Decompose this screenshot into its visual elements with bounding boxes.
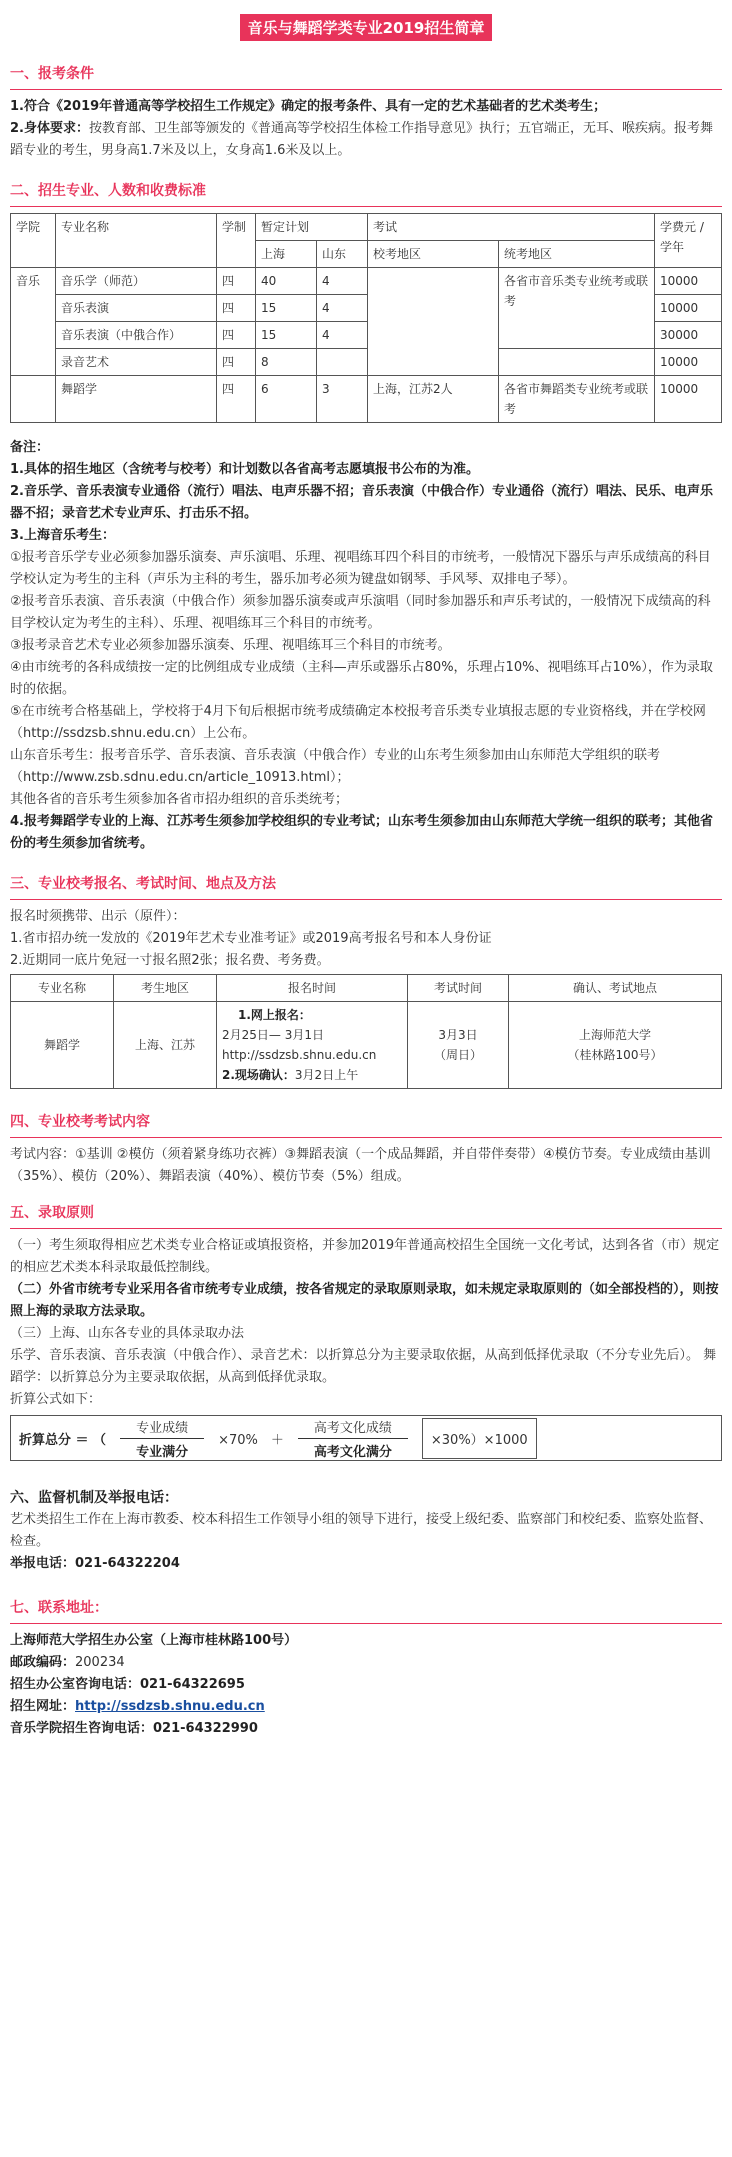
table-cell: 录音艺术 — [56, 349, 217, 376]
admission-2: （二）外省市统考专业采用各省市统考专业成绩，按各省规定的录取原则录取，如未规定录取原则的（如全部投档的），则按照上海的录取方法录取。 — [10, 1282, 719, 1319]
note-item: 山东音乐考生：报考音乐学、音乐表演、音乐表演（中俄合作）专业的山东考生须参加由山东师范大学组织的联考（http://www.zsb.sdnu.edu.cn/article_10913.html）； — [10, 748, 661, 785]
section-heading-admission: 五、录取原则 — [10, 1202, 722, 1229]
note-2: 2.音乐学、音乐表演专业通俗（流行）唱法、电声乐器不招；音乐表演（中俄合作）专业通俗（流行）唱法、民乐、电声乐器不招；录音艺术专业声乐、打击乐不招。 — [10, 484, 713, 521]
contact-phone-2: 音乐学院招生咨询电话：021-64322990 — [10, 1721, 258, 1736]
col-school-area: 校考地区 — [368, 241, 499, 268]
reg-line: 1.省市招办统一发放的《2019年艺术专业准考证》或2019高考报名号和本人身份证 — [10, 931, 492, 946]
table-cell: 8 — [256, 349, 317, 376]
contact-web: 招生网址：http://ssdzsb.shnu.edu.cn — [10, 1699, 265, 1714]
col-shandong: 山东 — [317, 241, 368, 268]
admission-1: （一）考生须取得相应艺术类专业合格证或填报资格，并参加2019年普通高校招生全国统一文化考试，达到各省（市）规定的相应艺术类本科录取最低控制线。 — [10, 1238, 720, 1275]
table-cell: 3 — [317, 376, 368, 423]
table-cell: 四 — [217, 295, 256, 322]
table-cell: 音乐表演（中俄合作） — [56, 322, 217, 349]
table-cell: 上海、江苏 — [114, 1002, 217, 1089]
section-heading-registration: 三、专业校考报名、考试时间、地点及方法 — [10, 873, 722, 900]
table-cell: 10000 — [655, 349, 722, 376]
note-item: ②报考音乐表演、音乐表演（中俄合作）须参加器乐演奏或声乐演唱（同时参加器乐和声乐考试的，一般情况下成绩高的科目学校认定为考生的主科）、乐理、视唱练耳三个科目的市统考。 — [10, 594, 711, 631]
table-cell: 四 — [217, 322, 256, 349]
table-cell: 15 — [256, 295, 317, 322]
table-cell: 4 — [317, 295, 368, 322]
table-cell: 3月3日 （周日） — [408, 1002, 509, 1089]
col-unified-area: 统考地区 — [499, 241, 655, 268]
table-cell — [499, 349, 655, 376]
col-fee: 学费元 / 学年 — [655, 214, 722, 268]
contact-zip: 邮政编码：200234 — [10, 1655, 125, 1670]
col-college: 学院 — [11, 214, 56, 268]
section-heading-majors: 二、招生专业、人数和收费标准 — [10, 180, 722, 207]
table-cell: 上海，江苏2人 — [368, 376, 499, 423]
table-cell: 40 — [256, 268, 317, 295]
table-cell: 10000 — [655, 295, 722, 322]
college-cell: 音乐 — [11, 268, 56, 376]
reg-time-cell: 1.网上报名： 2月25日— 3月1日 http://ssdzsb.shnu.edu.cn 2.现场确认：3月2日上午 — [217, 1002, 408, 1089]
section-heading-requirements: 一、报考条件 — [10, 63, 722, 90]
note-4: 4.报考舞蹈学专业的上海、江苏考生须参加学校组织的专业考试；山东考生须参加由山东师范大学统一组织的联考；其他省份的考生须参加省统考。 — [10, 814, 714, 851]
reg-line: 报名时须携带、出示（原件）： — [10, 909, 186, 924]
reg-link[interactable]: http://ssdzsb.shnu.edu.cn — [222, 1048, 377, 1062]
note-3: 3.上海音乐考生： — [10, 528, 115, 543]
col-shanghai: 上海 — [256, 241, 317, 268]
table-cell: 10000 — [655, 268, 722, 295]
formula: 折算总分 ＝ （ $\frac{\text{专业成绩}}{\text{专业满分}}$ ×70% ＋ $\frac{\text{高考文化成绩}}{\text{高考文化满分}}$ ×30%）×1000 — [10, 1415, 722, 1461]
requirement-1: 1.符合《2019年普通高等学校招生工作规定》确定的报考条件、具有一定的艺术基础者的艺术类考生； — [10, 99, 607, 114]
fraction-1: $\frac{\text{专业成绩}}{\text{专业满分}}$ — [120, 1417, 204, 1460]
table-cell: 30000 — [655, 322, 722, 349]
table-cell: 四 — [217, 268, 256, 295]
admission-3: （三）上海、山东各专业的具体录取办法 — [10, 1326, 245, 1341]
table-cell — [317, 349, 368, 376]
table-cell: 舞蹈学 — [56, 376, 217, 423]
contact-address: 上海师范大学招生办公室（上海市桂林路100号） — [10, 1633, 298, 1648]
table-cell — [368, 268, 499, 376]
notes — [10, 437, 722, 855]
admission-4: 乐学、音乐表演、音乐表演（中俄合作）、录音艺术：以折算总分为主要录取依据，从高到低择优录取（不分专业先后）。 舞蹈学：以折算总分为主要录取依据，从高到低择优录取。 — [10, 1348, 717, 1385]
supervision-text: 艺术类招生工作在上海市教委、校本科招生工作领导小组的领导下进行，接受上级纪委、监察部门和校纪委、监察处监督、检查。 — [10, 1512, 713, 1549]
majors-table — [10, 213, 722, 423]
table-cell: 各省市舞蹈类专业统考或联考 — [499, 376, 655, 423]
registration-table — [10, 974, 722, 1089]
table-cell: 各省市音乐类专业统考或联考 — [499, 268, 655, 349]
table-cell: 四 — [217, 349, 256, 376]
contact-phone-1: 招生办公室咨询电话：021-64322695 — [10, 1677, 245, 1692]
note-item: ③报考录音艺术专业必须参加器乐演奏、乐理、视唱练耳三个科目的市统考。 — [10, 638, 451, 653]
col-exam: 考试 — [368, 214, 655, 241]
note-item: ⑤在市统考合格基础上，学校将于4月下旬后根据市统考成绩确定本校报考音乐类专业填报志愿的专业资格线，并在学校网（http://ssdzsb.shnu.edu.cn）上公布。 — [10, 704, 706, 741]
notes-heading: 备注： — [10, 440, 50, 455]
col-major: 专业名称 — [11, 975, 114, 1002]
note-item: ①报考音乐学专业必须参加器乐演奏、声乐演唱、乐理、视唱练耳四个科目的市统考，一般情况下器乐与声乐成绩高的科目学校认定为考生的主科（声乐为主科的考生，器乐加考必须为键盘如钢琴、手风琴、双排电子琴）。 — [10, 550, 711, 587]
formula-intro: 折算公式如下： — [10, 1392, 102, 1407]
reg-line: 2.近期同一底片免冠一寸报名照2张；报名费、考务费。 — [10, 953, 330, 968]
exam-content: 考试内容：①基训 ②模仿（须着紧身练功衣裤）③舞蹈表演（一个成品舞蹈，并自带伴奏带）④模仿节奏。专业成绩由基训（35%）、模仿（20%）、舞蹈表演（40%）、模仿节奏（5%）组成。 — [10, 1147, 711, 1184]
col-reg: 报名时间 — [217, 975, 408, 1002]
note-item: 其他各省的音乐考生须参加各省市招办组织的音乐类统考； — [10, 792, 349, 807]
page — [10, 0, 722, 1740]
website-link[interactable]: http://ssdzsb.shnu.edu.cn — [75, 1699, 265, 1714]
col-time: 考试时间 — [408, 975, 509, 1002]
section-heading-contact: 七、联系地址： — [10, 1597, 722, 1624]
table-cell: 四 — [217, 376, 256, 423]
table-cell — [11, 376, 56, 423]
table-cell: 音乐表演 — [56, 295, 217, 322]
table-cell: 6 — [256, 376, 317, 423]
col-plan: 暂定计划 — [256, 214, 368, 241]
col-major: 专业名称 — [56, 214, 217, 268]
table-cell: 15 — [256, 322, 317, 349]
table-cell: 音乐学（师范） — [56, 268, 217, 295]
requirement-2: 2.身体要求：按教育部、卫生部等颁发的《普通高等学校招生体检工作指导意见》执行；五官端正，无耳、喉疾病。报考舞蹈专业的考生，男身高1.7米及以上，女身高1.6米及以上。 — [10, 121, 713, 158]
page-title: 音乐与舞蹈学类专业2019招生简章 — [240, 14, 493, 41]
col-place: 确认、考试地点 — [509, 975, 722, 1002]
note-item: ④由市统考的各科成绩按一定的比例组成专业成绩（主科—声乐或器乐占80%，乐理占10%、视唱练耳占10%），作为录取时的依据。 — [10, 660, 713, 697]
col-length: 学制 — [217, 214, 256, 268]
table-cell: 4 — [317, 322, 368, 349]
note-1: 1.具体的招生地区（含统考与校考）和计划数以各省高考志愿填报书公布的为准。 — [10, 462, 479, 477]
table-cell: 舞蹈学 — [11, 1002, 114, 1089]
table-cell: 10000 — [655, 376, 722, 423]
table-cell: 4 — [317, 268, 368, 295]
report-phone: 举报电话：021-64322204 — [10, 1556, 180, 1571]
table-cell: 上海师范大学 （桂林路100号） — [509, 1002, 722, 1089]
fraction-2: $\frac{\text{高考文化成绩}}{\text{高考文化满分}}$ — [298, 1417, 408, 1460]
section-heading-supervision: 六、监督机制及举报电话： — [10, 1490, 178, 1506]
section-heading-exam-content: 四、专业校考考试内容 — [10, 1111, 722, 1138]
col-area: 考生地区 — [114, 975, 217, 1002]
